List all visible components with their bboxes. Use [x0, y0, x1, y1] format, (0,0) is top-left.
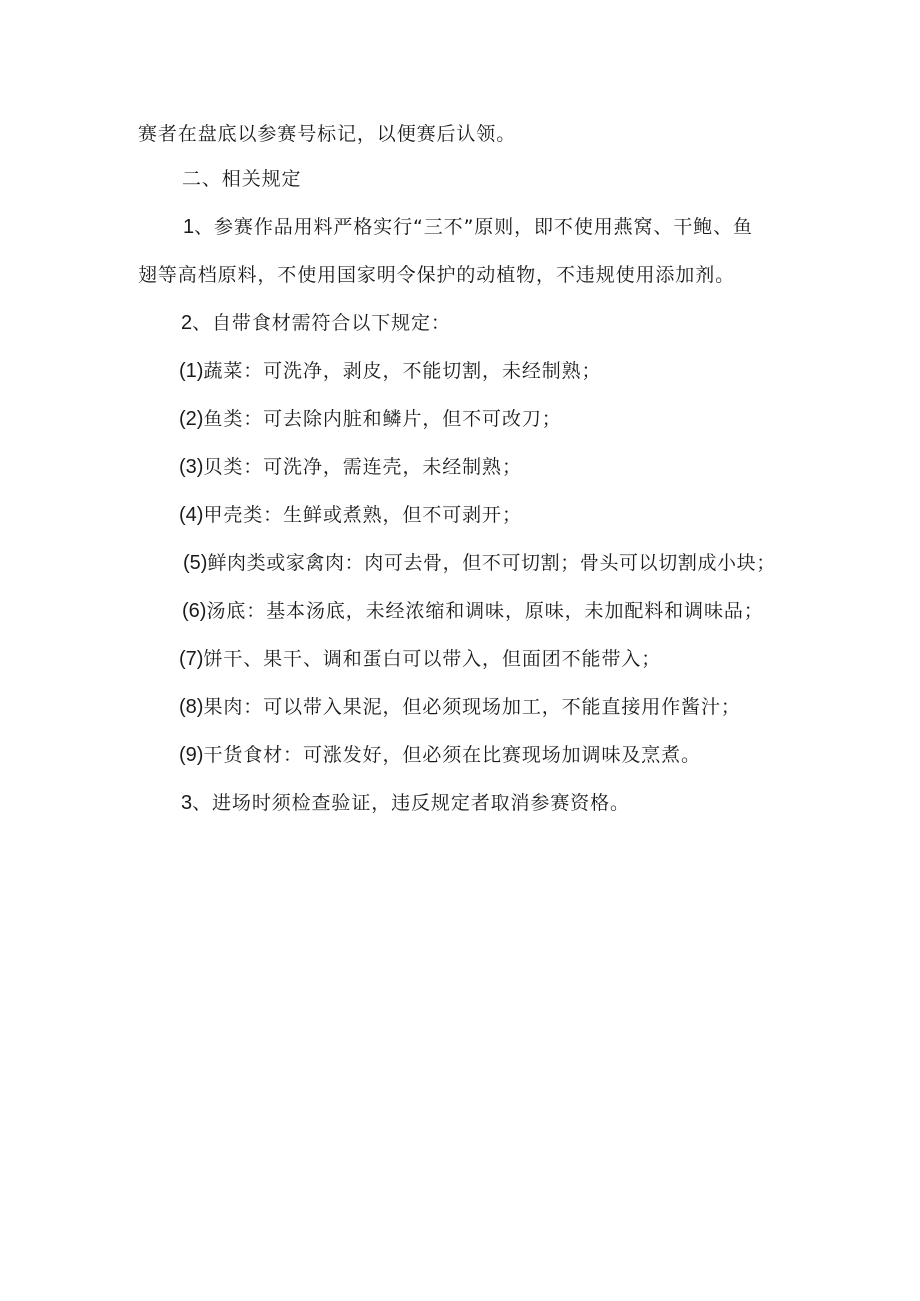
list-item-marker: (9) — [179, 744, 204, 766]
list-item-marker: (5) — [183, 552, 208, 574]
rule-3-number: 3 — [181, 792, 193, 814]
list-item-text: 干货食材：可涨发好，但必须在比赛现场加调味及烹煮。 — [203, 744, 701, 766]
list-item-1 — [179, 359, 601, 383]
list-item-8 — [179, 695, 741, 719]
list-item-3 — [179, 455, 522, 479]
list-item-7 — [179, 647, 661, 671]
list-item-text: 鲜肉类或家禽肉：肉可去骨，但不可切割；骨头可以切割成小块； — [207, 552, 776, 574]
rule-1-number: 1 — [183, 216, 195, 238]
list-item-text: 饼干、果干、调和蛋白可以带入，但面团不能带入； — [203, 648, 662, 670]
rule-1-line-1 — [183, 215, 753, 239]
list-item-marker: (8) — [179, 696, 204, 718]
list-item-2 — [179, 407, 562, 431]
list-item-9 — [179, 743, 701, 767]
list-item-marker: (3) — [179, 456, 204, 478]
list-item-text: 汤底：基本汤底，未经浓缩和调味，原味，未加配料和调味品； — [206, 600, 764, 622]
continuation-paragraph — [138, 122, 516, 146]
rule-2 — [181, 311, 451, 335]
section-heading-text: 二、相关规定 — [182, 168, 302, 190]
rule-1-line-2 — [138, 263, 735, 287]
list-item-marker: (4) — [179, 504, 204, 526]
continuation-text: 赛者在盘底以参赛号标记，以便赛后认领。 — [138, 123, 517, 145]
list-item-5 — [183, 551, 776, 575]
list-item-text: 甲壳类：生鲜或煮熟，但不可剥开； — [203, 504, 522, 526]
list-item-marker: (6) — [182, 600, 207, 622]
list-item-marker: (2) — [179, 408, 204, 430]
list-item-marker: (7) — [179, 648, 204, 670]
rule-1-text-line-2: 翅等高档原料，不使用国家明令保护的动植物，不违规使用添加剂。 — [138, 264, 736, 286]
list-item-text: 贝类：可洗净，需连壳，未经制熟； — [203, 456, 522, 478]
list-item-text: 蔬菜：可洗净，剥皮，不能切割，未经制熟； — [203, 360, 602, 382]
list-item-text: 鱼类：可去除内脏和鳞片，但不可改刀； — [203, 408, 562, 430]
list-item-marker: (1) — [179, 360, 204, 382]
section-heading — [182, 167, 301, 191]
rule-3 — [181, 791, 630, 815]
list-item-6 — [182, 599, 764, 623]
rule-2-number: 2 — [181, 312, 193, 334]
rule-2-text: 、自带食材需符合以下规定： — [192, 312, 451, 334]
rule-1-text-line-1: 、参赛作品用料严格实行“三不”原则，即不使用燕窝、干鲍、鱼 — [194, 216, 753, 238]
rule-3-text: 、进场时须检查验证，违反规定者取消参赛资格。 — [192, 792, 630, 814]
list-item-4 — [179, 503, 522, 527]
list-item-text: 果肉：可以带入果泥，但必须现场加工，不能直接用作酱汁； — [203, 696, 741, 718]
